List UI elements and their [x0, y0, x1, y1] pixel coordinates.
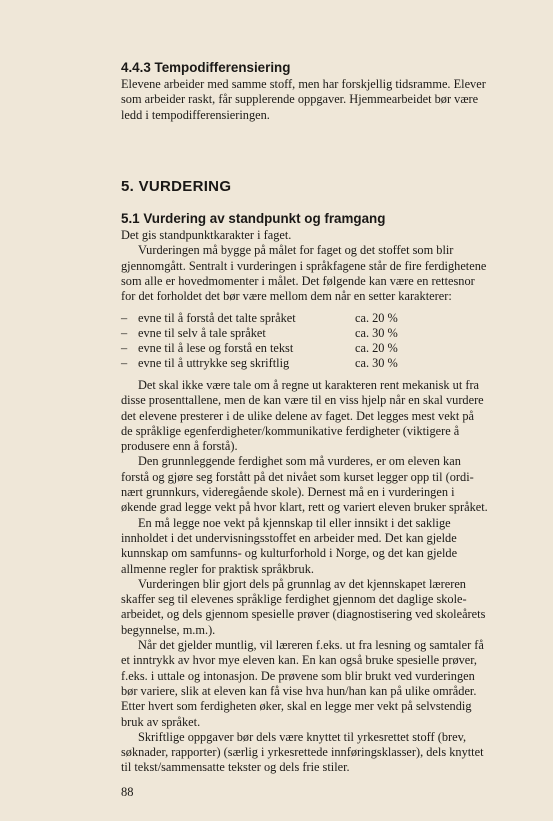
list-item-percent: ca. 30 %	[355, 326, 398, 340]
text-line: bruk av språket.	[121, 714, 201, 729]
text-line: Skriftlige oppgaver bør dels være knyttet til yrkesrettet stoff (brev,	[138, 729, 467, 744]
text-line: produsere enn å forstå).	[121, 439, 238, 454]
page-number: 88	[121, 785, 134, 799]
chapter-heading: 5. VURDERING	[121, 178, 232, 195]
paragraph-body	[121, 378, 533, 776]
text-line: et inntrykk av hvor mye eleven kan. En kan også bruke spesielle prøver,	[121, 653, 477, 668]
text-line: forstå og gjøre seg forstått på det nivået som kurset legger opp til (ordi-	[121, 469, 474, 484]
text-line: Det gis standpunktkarakter i faget.	[121, 228, 292, 242]
text-line: de språklige egenferdigheter/kommunikative ferdigheter (viktigere å	[121, 423, 460, 438]
list-item-percent: ca. 20 %	[355, 311, 398, 325]
list-item-text: evne til å lese og forstå en tekst	[138, 341, 294, 355]
text-line: for det forholdet det bør være mellom dem når en setter karakterer:	[121, 289, 452, 304]
text-line: nært grunnkurs, videregående skole). Dernest må en i vurderingen i	[121, 485, 455, 500]
text-line: Etter hvert som ferdigheten øker, skal en legge mer vekt på selvstendig	[121, 699, 472, 714]
text-line: ledd i tempodifferensieringen.	[121, 107, 270, 122]
list-dash: –	[121, 311, 128, 325]
text-line: innholdet i det undervisningsstoffet en arbeider med. Det kan gjelde	[121, 530, 457, 545]
text-line: Vurderingen må bygge på målet for faget og det stoffet som blir	[138, 243, 454, 258]
text-line: økende grad legge vekt på hvor klart, rett og variert eleven bruker språket.	[121, 500, 488, 515]
list-item-text: evne til å forstå det talte språket	[138, 311, 296, 325]
paragraph-tempodifferensiering	[121, 77, 533, 123]
list-dash: –	[121, 341, 128, 355]
text-line: som alle er hovedmomenter i målet. Det følgende kan være en rettesnor	[121, 273, 475, 288]
text-line: Vurderingen blir gjort dels på grunnlag av det kjennskapet læreren	[138, 576, 466, 591]
list-dash: –	[121, 326, 128, 340]
list-dash: –	[121, 356, 128, 370]
text-line: Elevene arbeider med samme stoff, men har forskjellig tidsramme. Elever	[121, 77, 486, 91]
text-line: allmenne regler for praktisk språkbruk.	[121, 561, 314, 576]
text-line: som arbeider raskt, får supplerende oppgaver. Hjemmearbeidet bør være	[121, 92, 479, 107]
text-line: Når det gjelder muntlig, vil læreren f.eks. ut fra lesning og samtaler få	[138, 638, 484, 653]
text-line: søknader, rapporter) (særlig i yrkesrettede innføringsklasser), dels knyttet	[121, 745, 484, 760]
section-heading-4-4-3: 4.4.3 Tempodifferensiering	[121, 60, 291, 75]
text-line: til tekst/sammensatte tekster og dels frie stiler.	[121, 760, 350, 775]
text-line: kunnskap om samfunns- og kulturforhold i Norge, og det kan gjelde	[121, 546, 458, 561]
list-item-percent: ca. 20 %	[355, 341, 398, 355]
text-line: bør variere, slik at eleven kan få vise hva hun/han kan på ulike områder.	[121, 683, 477, 698]
text-line: begynnelse, m.m.).	[121, 622, 216, 637]
text-line: det elevene presterer i de ulike delene av faget. Det legges mest vekt på	[121, 408, 475, 423]
text-line: skaffer seg til elevenes språklige ferdighet gjennom det daglige skole-	[121, 592, 467, 607]
text-line: arbeidet, og dels gjennom spesielle prøver (diagnostisering ved skoleårets	[121, 607, 486, 622]
text-line: gjennomgått. Sentralt i vurderingen i språkfagene står de fire ferdighetene	[121, 258, 487, 273]
text-line: Den grunnleggende ferdighet som må vurderes, er om eleven kan	[138, 454, 461, 469]
text-line: En må legge noe vekt på kjennskap til eller innsikt i det saklige	[138, 515, 451, 530]
list-item-text: evne til å uttrykke seg skriftlig	[138, 356, 290, 370]
text-line: Det skal ikke være tale om å regne ut karakteren rent mekanisk ut fra	[138, 378, 480, 392]
text-line: disse prosenttallene, men de kan være til en viss hjelp når en skal vurdere	[121, 393, 484, 408]
list-item-text: evne til selv å tale språket	[138, 326, 266, 340]
text-line: f.eks. i uttale og intonasjon. De prøvene som blir brukt ved vurderingen	[121, 668, 475, 683]
section-heading-5-1: 5.1 Vurdering av standpunkt og framgang	[121, 211, 386, 226]
list-item-percent: ca. 30 %	[355, 356, 398, 370]
paragraph-intro	[121, 228, 533, 304]
